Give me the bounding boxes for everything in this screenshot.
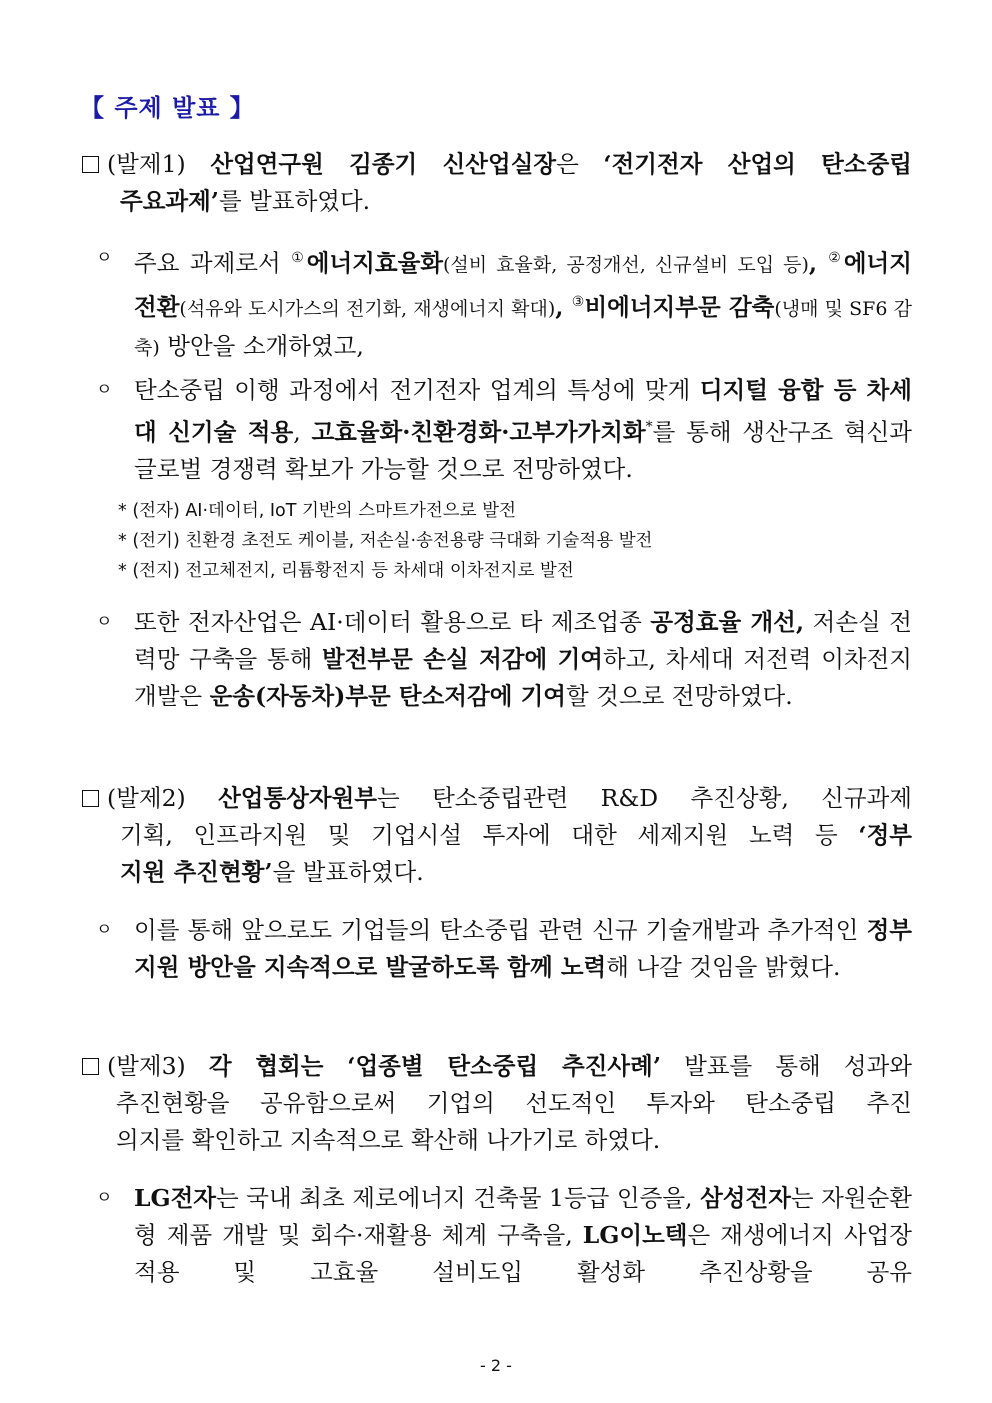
circled-three-icon: ③ [571,293,585,310]
s1-topic-end: 주요과제’ [120,187,219,215]
point-3-text: 또한 전자산업은 AI·데이터 활용으로 타 제조업종 공정효율 개선, 저손실 전력망 구축을 통해 발전부문 손실 저감에 기여하고, 차세대 저전력 이차전지 개발은 운송(자동차)부문 탄소저감에 기여할 것으로 전망하였다. [134,608,912,710]
presentation-1 [82,146,912,220]
point-5-text: LG전자는 국내 최초 제로에너지 건축물 1등급 인증을, 삼성전자는 자원순환형 제품 개발 및 회수·재활용 체계 구축을, LG이노텍은 재생에너지 사업장 적용 및 고효율 설비도입 활성화 추진상황을 공유 [134,1184,912,1286]
footnote: * (전지) 전고체전지, 리튬황전지 등 차세대 이차전지로 발전 [118,561,574,581]
point-4 [96,912,912,986]
checkbox-square-icon [82,1058,99,1075]
section-title: 【 주제 발표 】 [80,94,255,122]
point-5 [96,1180,912,1291]
page-number: - 2 - [480,1356,512,1375]
point-2-text: 탄소중립 이행 과정에서 전기전자 업계의 특성에 맞게 디지털 융합 등 차세대 신기술 적용, 고효율화·친환경화·고부가가치화*를 통해 생산구조 혁신과 글로벌 경쟁력 확보가 가능할 것으로 전망하였다. [134,376,913,483]
presentation-3: (발제3) 각 협회는 ‘업종별 탄소중립 추진사례’ 발표를 통해 성과와 추진현황을 공유함으로써 기업의 선도적인 투자와 탄소중립 추진 의지를 확인하고 지속적으로 확산해 나가기로 하였다. [82,1048,912,1159]
circled-two-icon: ② [828,250,844,266]
circle-bullet-icon: ㅇ [96,612,113,632]
circle-bullet-icon: ㅇ [96,1188,113,1208]
circle-bullet-icon: ㅇ [96,920,113,940]
s1-mid: 은 [556,150,604,178]
footnote: * (전기) 친환경 초전도 케이블, 저손실·송전용량 극대화 기술적용 발전 [118,531,653,551]
point-1-text: 주요 과제로서 ①에너지효율화(설비 효율화, 공정개선, 신규설비 도입 등), ②에너지 전환(석유와 도시가스의 전기화, 재생에너지 확대), ③비에너지부문 감축(냉매 및 SF6 감축) 방안을 소개하였고, [134,248,912,360]
s3-topic: 각 협회는 ‘업종별 탄소중립 추진사례’ [208,1052,662,1080]
circled-one-icon: ① [291,250,307,266]
circle-bullet-icon: ㅇ [96,380,113,400]
presentation-2: (발제2) 산업통상자원부는 탄소중립관련 R&D 추진상황, 신규과제 기획, 인프라지원 및 기업시설 투자에 대한 세제지원 노력 등 ‘정부 지원 추진현황’을 발표하였다. [82,780,912,891]
point-4-text: 이를 통해 앞으로도 기업들의 탄소중립 관련 신규 기술개발과 추가적인 정부지원 방안을 지속적으로 발굴하도록 함께 노력해 나갈 것임을 밝혔다. [134,916,912,981]
checkbox-square-icon [82,790,99,807]
point-3 [96,604,912,715]
s2-presenter: 산업통상자원부 [218,784,377,812]
footnote: * (전자) AI·데이터, IoT 기반의 스마트가전으로 발전 [118,501,516,521]
s1-topic: ‘전기전자 산업의 탄소중립 [603,150,912,178]
point-1 [96,240,912,367]
footnotes [118,496,652,586]
s1-prefix: (발제1) [107,150,211,178]
s1-line2: 를 발표하였다. [219,187,371,215]
checkbox-square-icon [82,156,99,173]
point-2 [96,372,912,488]
s1-presenter: 산업연구원 김종기 신산업실장 [210,150,557,178]
circle-bullet-icon: ㅇ [96,248,113,268]
